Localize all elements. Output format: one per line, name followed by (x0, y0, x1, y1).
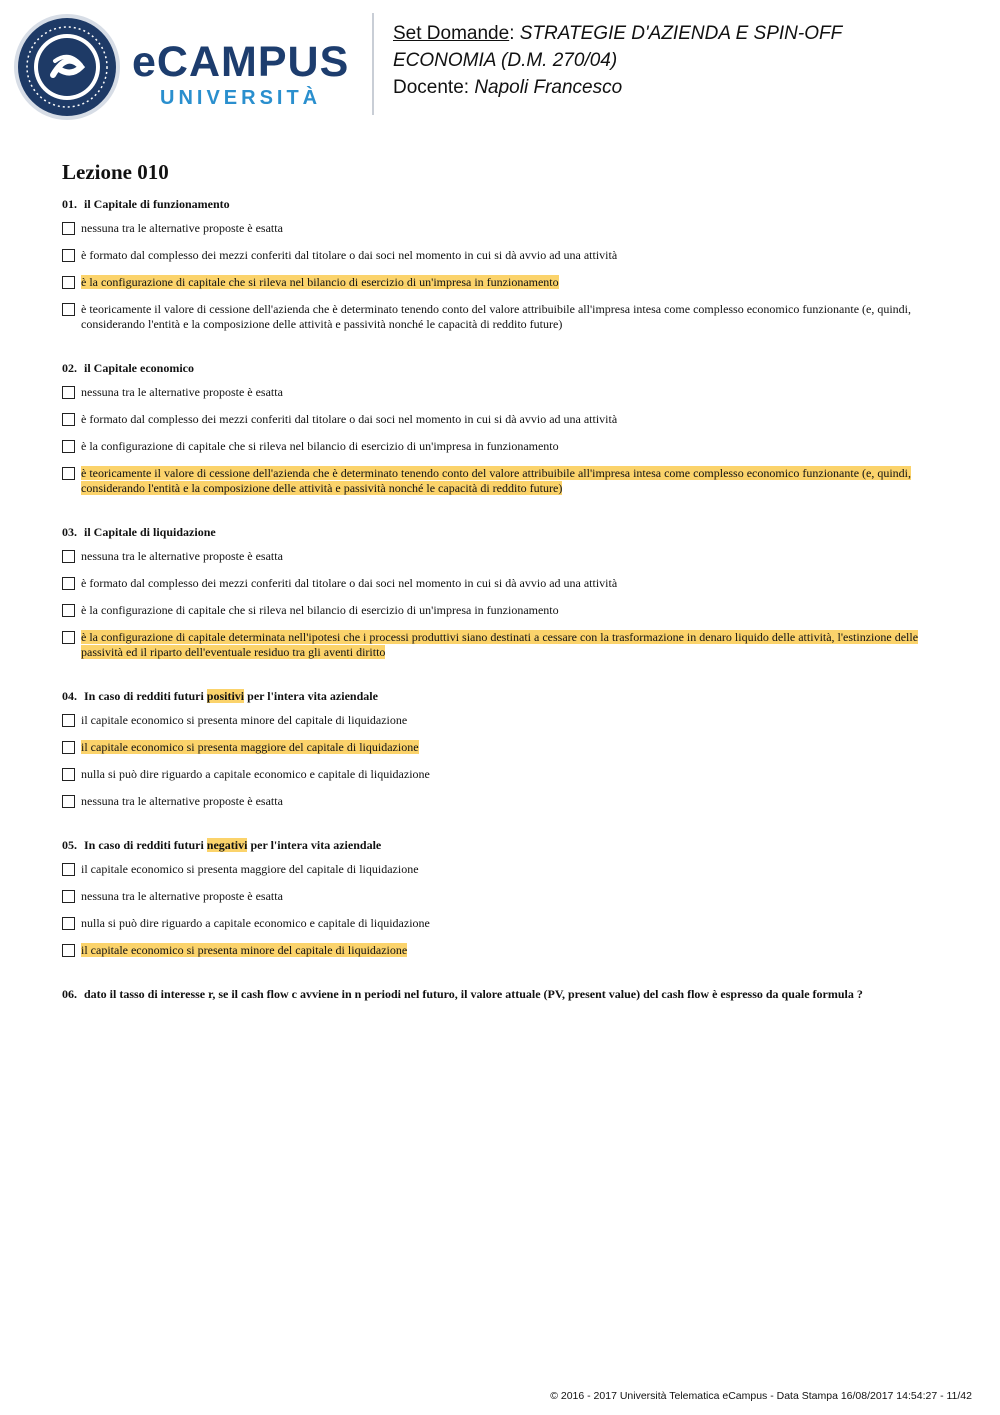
question-label-end: per l'intera vita aziendale (244, 689, 378, 703)
answer-checkbox[interactable] (62, 917, 75, 930)
question-block (62, 360, 938, 496)
answer-option[interactable] (62, 275, 938, 290)
answer-text: nessuna tra le alternative proposte è esatta (81, 794, 283, 808)
question-text (62, 360, 938, 376)
answer-text: il capitale economico si presenta maggiore del capitale di liquidazione (81, 862, 419, 876)
question-label: il Capitale economico (84, 361, 194, 375)
question-label-end: per l'intera vita aziendale (247, 838, 382, 852)
answer-option[interactable] (62, 862, 938, 877)
answer-checkbox[interactable] (62, 386, 75, 399)
answer-text: nessuna tra le alternative proposte è esatta (81, 889, 283, 903)
answer-checkbox[interactable] (62, 467, 75, 480)
ecampus-seal-logo (13, 13, 121, 121)
answer-text: nessuna tra le alternative proposte è esatta (81, 549, 283, 563)
answer-checkbox[interactable] (62, 550, 75, 563)
answer-text-highlighted: è la configurazione di capitale che si rileva nel bilancio di esercizio di un'impresa in funzionamento (81, 275, 559, 289)
question-label: il Capitale di funzionamento (84, 197, 230, 211)
course-title-line2: ECONOMIA (D.M. 270/04) (393, 50, 618, 71)
header-divider (372, 13, 374, 115)
answer-checkbox[interactable] (62, 863, 75, 876)
answer-option[interactable] (62, 549, 938, 564)
answer-option[interactable] (62, 630, 938, 660)
course-title: Set Domande: STRATEGIE D'AZIENDA E SPIN-OFF (393, 23, 843, 44)
answer-text: il capitale economico si presenta minore del capitale di liquidazione (81, 713, 408, 727)
question-number: 05. (62, 838, 77, 852)
answer-option[interactable] (62, 713, 938, 728)
answer-option[interactable] (62, 302, 938, 332)
answer-checkbox[interactable] (62, 741, 75, 754)
answer-checkbox[interactable] (62, 768, 75, 781)
answer-text-highlighted: è teoricamente il valore di cessione dell'azienda che è determinato tenendo conto del valore attribuibile all'impresa intesa come complesso economico funzionante (e, quindi, considerando l'entità e la composizione delle attività e passività nonché le capacità di reddito future) (81, 466, 912, 495)
answer-option[interactable] (62, 439, 938, 454)
question-block (62, 196, 938, 332)
answer-text-highlighted: il capitale economico si presenta maggiore del capitale di liquidazione (81, 740, 419, 754)
question-text (62, 196, 938, 212)
answer-text: è formato dal complesso dei mezzi conferiti dal titolare o dai soci nel momento in cui si dà avvio ad una attività (81, 412, 618, 426)
ecampus-wordmark (132, 38, 362, 118)
question-text (62, 688, 938, 704)
answer-text: è formato dal complesso dei mezzi conferiti dal titolare o dai soci nel momento in cui si dà avvio ad una attività (81, 576, 618, 590)
question-block (62, 986, 938, 1002)
answer-checkbox[interactable] (62, 276, 75, 289)
question-text (62, 524, 938, 540)
question-number: 04. (62, 689, 77, 703)
course-title-line1: STRATEGIE D'AZIENDA E SPIN-OFF (519, 23, 843, 44)
question-block (62, 837, 938, 958)
set-label: Set Domande (393, 23, 510, 44)
question-number: 03. (62, 525, 77, 539)
question-block (62, 688, 938, 809)
answer-option[interactable] (62, 916, 938, 931)
answer-checkbox[interactable] (62, 222, 75, 235)
answer-checkbox[interactable] (62, 631, 75, 644)
answer-option[interactable] (62, 248, 938, 263)
question-label: dato il tasso di interesse r, se il cash flow c avviene in n periodi nel futuro, il valore attuale (PV, present value) del cash flow è espresso da quale formula ? (84, 987, 863, 1001)
answer-checkbox[interactable] (62, 890, 75, 903)
answer-option[interactable] (62, 412, 938, 427)
lesson-title: Lezione 010 (62, 160, 169, 184)
course-info (393, 20, 973, 101)
answer-text: nessuna tra le alternative proposte è esatta (81, 385, 283, 399)
answer-option[interactable] (62, 767, 938, 782)
answer-option[interactable] (62, 740, 938, 755)
docente-name: Napoli Francesco (474, 77, 623, 98)
question-keyword-highlight: positivi (206, 689, 245, 703)
answer-text-highlighted: è la configurazione di capitale determinata nell'ipotesi che i processi produttivi siano destinati a cessare con la trasformazione in denaro liquido delle attività, l'estinzione delle passività ed il riparto dell'eventuale residuo tra gli aventi diritto (81, 630, 919, 659)
logo-brand-text: eCAMPUS (132, 38, 350, 86)
answer-option[interactable] (62, 466, 938, 496)
answer-option[interactable] (62, 385, 938, 400)
questions-list (62, 196, 938, 1030)
answer-checkbox[interactable] (62, 413, 75, 426)
question-block (62, 524, 938, 660)
answer-text: è teoricamente il valore di cessione dell'azienda che è determinato tenendo conto del valore attribuibile all'impresa intesa come complesso economico funzionante (e, quindi, considerando l'entità e la composizione delle attività e passività nonché le capacità di reddito future) (81, 302, 912, 331)
question-label-start: In caso di redditi futuri (84, 689, 207, 703)
answer-checkbox[interactable] (62, 577, 75, 590)
question-number: 02. (62, 361, 77, 375)
answer-text: è la configurazione di capitale che si rileva nel bilancio di esercizio di un'impresa in funzionamento (81, 439, 559, 453)
answer-text: nulla si può dire riguardo a capitale economico e capitale di liquidazione (81, 916, 430, 930)
answer-checkbox[interactable] (62, 249, 75, 262)
answer-text: nulla si può dire riguardo a capitale economico e capitale di liquidazione (81, 767, 430, 781)
answer-text: è formato dal complesso dei mezzi conferiti dal titolare o dai soci nel momento in cui si dà avvio ad una attività (81, 248, 618, 262)
answer-checkbox[interactable] (62, 440, 75, 453)
question-label-start: In caso di redditi futuri (84, 838, 207, 852)
logo-subtitle-text: UNIVERSITÀ (160, 87, 322, 109)
answer-option[interactable] (62, 221, 938, 236)
answer-text: nessuna tra le alternative proposte è esatta (81, 221, 283, 235)
docente-label: Docente: (393, 77, 470, 98)
answer-option[interactable] (62, 889, 938, 904)
answer-checkbox[interactable] (62, 795, 75, 808)
page-header (0, 0, 1000, 130)
answer-checkbox[interactable] (62, 944, 75, 957)
answer-option[interactable] (62, 576, 938, 591)
question-number: 06. (62, 987, 77, 1001)
answer-text: è la configurazione di capitale che si rileva nel bilancio di esercizio di un'impresa in funzionamento (81, 603, 559, 617)
answer-option[interactable] (62, 943, 938, 958)
answer-checkbox[interactable] (62, 303, 75, 316)
answer-text-highlighted: il capitale economico si presenta minore del capitale di liquidazione (81, 943, 408, 957)
docente-line (393, 74, 973, 101)
question-text (62, 837, 938, 853)
question-text (62, 986, 938, 1002)
answer-checkbox[interactable] (62, 714, 75, 727)
question-keyword-highlight: negativi (206, 838, 248, 852)
answer-option[interactable] (62, 794, 938, 809)
answer-checkbox[interactable] (62, 604, 75, 617)
page-footer: © 2016 - 2017 Università Telematica eCampus - Data Stampa 16/08/2017 14:54:27 - 11/42 (550, 1390, 972, 1402)
question-label: il Capitale di liquidazione (84, 525, 216, 539)
answer-option[interactable] (62, 603, 938, 618)
question-number: 01. (62, 197, 77, 211)
